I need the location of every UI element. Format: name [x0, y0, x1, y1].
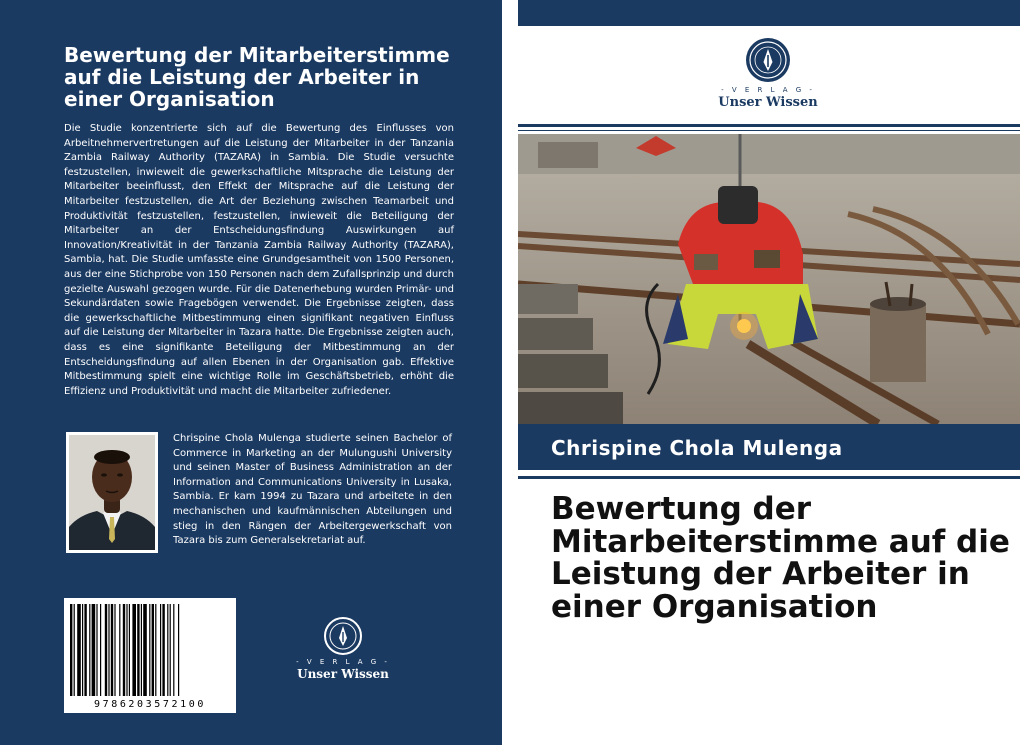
- back-cover-abstract: Die Studie konzentrierte sich auf die Bewertung des Einflusses von Arbeitnehmervertretungen auf die Leistung der Mitarbeiter in der Tanzania Zambia Railway Authority (TAZARA) in Sambia. Die Studie versuchte festzustellen, inwieweit die gewerkschaftliche Mitsprache die Leistung der Mitarbeiter beeinflusst, den Effekt der Mitsprache auf die Leistung der Mitarbeiter festzustellen, die Art der Beziehung zwischen Teamarbeit und Produktivität festzustellen, festzustellen, inwieweit die Beteiligung der Mitarbeiter an der Entscheidungsfindung Auswirkungen auf Innovation/Kreativität in der Tanzania Zambia Railway Authority (TAZARA), Sambia, hat. Die Studie umfasste eine Grundgesamtheit von 1500 Personen, aus der eine Stichprobe von 150 Personen nach dem Zufallsprinzip und durch gezielte Auswahl gezogen wurde. Für die Datenerhebung wurden Primär- und Sekundärdaten sowie Fragebögen verwendet. Die Ergebnisse zeigten, dass die gewerkschaftliche Mitbestimmung einen signifikant negativen Einfluss auf die Leistung der Mitarbeiter in Tazara hatte. Die Ergebnisse zeigten auch, dass es eine signifikante Beteiligung der Mitbestimmung an der Entscheidungsfindung auf allen Ebenen in der Organisation gab. Effektive Mitbestimmung spielt eine wichtige Rolle im Geschäftsbetrieb, erhöht die Effizienz und Produktivität und macht die Mitarbeiter zufriedener.: [64, 123, 454, 397]
- back-cover: [0, 0, 502, 745]
- front-cover-author: Chrispine Chola Mulenga: [551, 436, 843, 460]
- front-cover: [518, 0, 1020, 745]
- barcode-bars: [70, 604, 230, 696]
- publisher-logo-back: [293, 616, 393, 681]
- front-top-bar: [518, 0, 1020, 26]
- publisher-name: Unser Wissen: [718, 95, 818, 110]
- photo-top-rule-thin: [518, 130, 1020, 131]
- isbn-number: 9786203572100: [93, 699, 207, 710]
- publisher-emblem-icon: [744, 36, 792, 84]
- publisher-verlag-label: - V E R L A G -: [296, 658, 390, 666]
- photo-top-rule: [518, 124, 1020, 127]
- author-bio: Chrispine Chola Mulenga studierte seinen Bachelor of Commerce in Marketing an der Mulungushi University und seinen Master of Business Administration an der Information and Communications University in Lusaka, Sambia. Er kam 1994 zu Tazara und arbeitete in den mechanischen und kaufmännischen Abteilungen und stieg in den Rängen der Arbeitergewerkschaft von Tazara bis zum Generalsekretariat auf.: [173, 433, 452, 547]
- publisher-logo-front: [713, 36, 823, 110]
- author-band-rule: [518, 476, 1020, 479]
- author-band: [518, 424, 1020, 470]
- front-cover-title: Bewertung der Mitarbeiterstimme auf die Leistung der Arbeiter in einer Organisation: [551, 491, 1010, 625]
- publisher-name: Unser Wissen: [297, 667, 389, 681]
- publisher-verlag-label: - V E R L A G -: [721, 86, 815, 94]
- author-portrait-icon: [66, 432, 158, 553]
- back-cover-title: Bewertung der Mitarbeiterstimme auf die Leistung der Arbeiter in einer Organisation: [64, 43, 450, 111]
- publisher-emblem-icon: [323, 616, 363, 656]
- isbn-barcode: [64, 598, 236, 713]
- railway-welder-photo-icon: [518, 134, 1020, 424]
